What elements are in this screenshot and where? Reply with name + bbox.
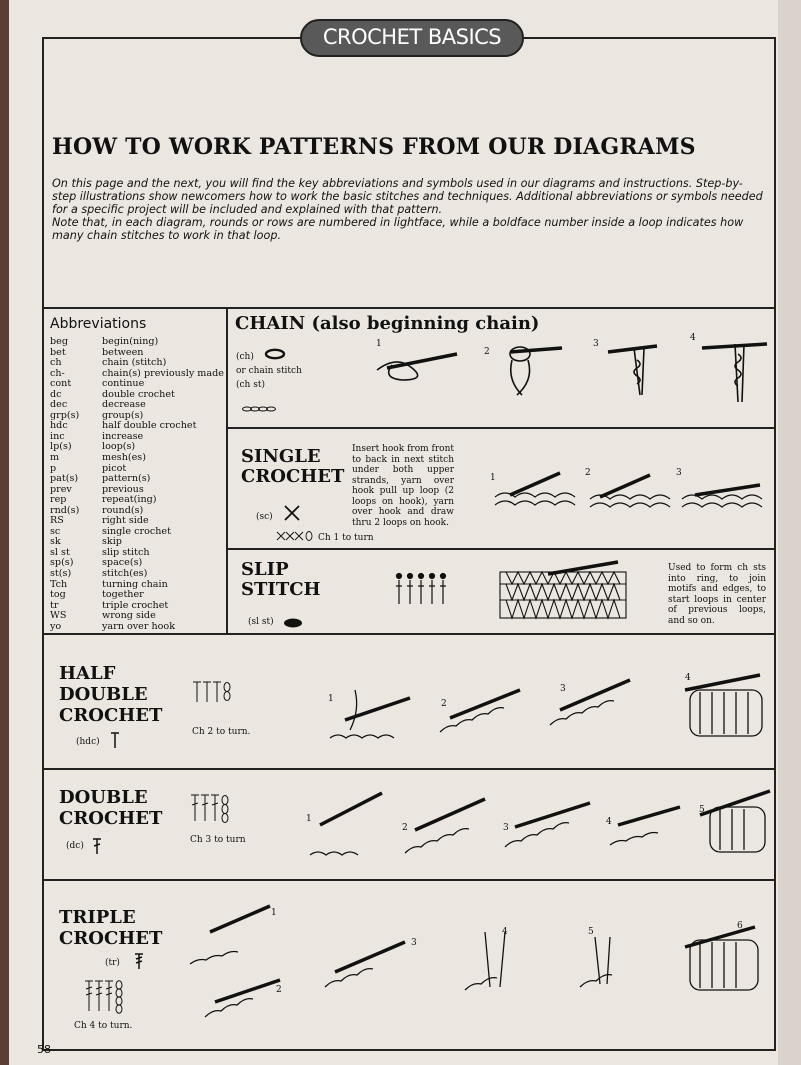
abbreviation-row xyxy=(50,527,222,538)
abbreviation-meaning: together xyxy=(102,589,144,601)
abbreviation-meaning: loop(s) xyxy=(102,441,136,453)
abbreviation-meaning: space(s) xyxy=(102,557,143,569)
chain-step-3: 3 xyxy=(593,339,599,349)
hdc-row-symbol xyxy=(192,680,234,704)
next-page-edge xyxy=(778,0,801,1065)
sc-turn-text: Ch 1 to turn xyxy=(318,533,374,543)
abbreviation-meaning: picot xyxy=(102,462,127,474)
dc-step-1: 1 xyxy=(306,814,312,824)
tr-step-1: 1 xyxy=(271,908,277,918)
sc-row-symbol xyxy=(276,531,314,543)
tr-step-illustrations xyxy=(185,892,770,1032)
abbreviation-key: lp(s) xyxy=(50,441,72,453)
tr-step-2: 2 xyxy=(276,985,282,995)
tr-row-symbol xyxy=(84,979,126,1013)
chain-alt-label: (ch st) xyxy=(236,380,265,390)
chain-step-2: 2 xyxy=(484,347,490,357)
abbreviation-key: pat(s) xyxy=(50,473,79,485)
sc-step-3: 3 xyxy=(676,468,682,478)
page-title: HOW TO WORK PATTERNS FROM OUR DIAGRAMS xyxy=(52,134,696,160)
hdc-turn-text: Ch 2 to turn. xyxy=(192,727,251,737)
slst-description: Used to form ch sts into ring, to join motifs and edges, to start loops in center of previous loops, and so on. xyxy=(668,563,766,626)
abbreviation-key: WS xyxy=(50,610,67,622)
banner-rule-left xyxy=(42,37,302,39)
slst-swatch-illustration xyxy=(498,560,630,622)
divider-abbr xyxy=(226,307,228,634)
abbreviation-meaning: half double crochet xyxy=(102,420,197,432)
abbreviation-meaning: group(s) xyxy=(102,409,144,421)
dc-step-3: 3 xyxy=(503,823,509,833)
abbreviation-key: beg xyxy=(50,336,68,347)
banner-rule-right xyxy=(522,37,776,39)
sc-step-2: 2 xyxy=(585,468,591,478)
divider-slst xyxy=(42,633,776,635)
abbreviation-key: tr xyxy=(50,599,59,611)
chain-step-1: 1 xyxy=(376,339,382,349)
abbreviation-meaning: double crochet xyxy=(102,388,175,400)
divider-hdc xyxy=(42,768,776,770)
abbreviation-meaning: yarn over hook xyxy=(102,620,176,632)
hdc-title-line3: CROCHET xyxy=(59,705,163,726)
abbreviations-heading: Abbreviations xyxy=(50,316,147,332)
abbreviation-meaning: chain(s) previously made xyxy=(102,367,224,379)
abbreviation-meaning: decrease xyxy=(102,399,146,411)
divider-sc xyxy=(226,548,776,550)
abbreviation-row xyxy=(50,453,222,464)
dc-row-symbol xyxy=(190,793,232,823)
hdc-title-line1: HALF xyxy=(59,663,116,684)
dc-symbol xyxy=(92,837,102,855)
sc-title-line2: CROCHET xyxy=(241,466,345,487)
dc-step-4: 4 xyxy=(606,817,612,827)
abbreviation-meaning: pattern(s) xyxy=(102,473,151,485)
tr-step-5: 5 xyxy=(588,927,594,937)
tr-symbol xyxy=(134,952,144,970)
abbreviation-meaning: turning chain xyxy=(102,578,168,590)
dc-title-line2: CROCHET xyxy=(59,808,163,829)
abbreviation-meaning: round(s) xyxy=(102,504,144,516)
slst-diagram xyxy=(395,572,451,606)
sc-description: Insert hook from front to back in next stitch under both upper strands, yarn over hook pull up loop (2 loops on hook), yarn over hook and draw thru 2 loops on hook. xyxy=(352,444,454,528)
abbreviation-meaning: mesh(es) xyxy=(102,452,146,464)
abbreviation-meaning: skip xyxy=(102,536,122,548)
tr-symbol-label: (tr) xyxy=(105,958,120,968)
hdc-step-3: 3 xyxy=(560,684,566,694)
abbreviation-meaning: continue xyxy=(102,378,145,390)
abbreviation-key: hdc xyxy=(50,420,68,432)
abbreviation-meaning: chain (stitch) xyxy=(102,357,167,369)
sc-x-symbol xyxy=(283,504,301,522)
hdc-step-4: 4 xyxy=(685,673,691,683)
dc-title-line1: DOUBLE xyxy=(59,787,148,808)
abbreviation-key: ch- xyxy=(50,367,65,379)
slst-symbol-label: (sl st) xyxy=(248,617,274,627)
abbreviation-key: rnd(s) xyxy=(50,504,80,516)
intro-text xyxy=(52,177,764,242)
chain-step-illustrations xyxy=(372,340,772,415)
abbreviation-row xyxy=(50,622,222,633)
abbreviation-key: cont xyxy=(50,378,72,390)
abbreviation-key: sl st xyxy=(50,546,70,558)
tr-step-4: 4 xyxy=(502,927,508,937)
abbreviation-meaning: wrong side xyxy=(102,610,156,622)
hdc-t-symbol xyxy=(110,731,120,749)
abbreviation-key: sk xyxy=(50,536,61,548)
abbreviation-key: grp(s) xyxy=(50,409,80,421)
abbreviation-meaning: stitch(es) xyxy=(102,568,148,580)
dc-step-2: 2 xyxy=(402,823,408,833)
page-binding-edge xyxy=(0,0,9,1065)
chain-title: CHAIN (also beginning chain) xyxy=(235,313,540,334)
hdc-symbol-label: (hdc) xyxy=(76,737,100,747)
abbreviation-key: dec xyxy=(50,399,68,411)
abbreviation-key: ch xyxy=(50,357,62,369)
tr-title-line2: CROCHET xyxy=(59,928,163,949)
sc-title-line1: SINGLE xyxy=(241,446,321,467)
abbreviation-key: yo xyxy=(50,620,62,632)
divider-dc xyxy=(42,879,776,881)
hdc-step-2: 2 xyxy=(441,699,447,709)
abbreviation-meaning: between xyxy=(102,346,144,358)
abbreviation-row xyxy=(50,337,222,348)
hdc-step-1: 1 xyxy=(328,694,334,704)
tr-step-6: 6 xyxy=(737,921,743,931)
abbreviation-key: inc xyxy=(50,430,65,442)
hdc-step-illustrations xyxy=(325,670,765,750)
abbreviation-meaning: increase xyxy=(102,430,144,442)
page-number: 58 xyxy=(37,1043,51,1056)
abbreviation-meaning: begin(ning) xyxy=(102,336,159,347)
section-banner: CROCHET BASICS xyxy=(300,19,524,57)
abbreviation-meaning: slip stitch xyxy=(102,546,150,558)
abbreviation-key: tog xyxy=(50,589,66,601)
slst-dot-symbol xyxy=(283,617,303,629)
abbreviation-row xyxy=(50,432,222,443)
chain-symbol-label: (ch) xyxy=(236,352,254,362)
abbreviation-meaning: previous xyxy=(102,483,144,495)
abbreviation-key: rep xyxy=(50,494,67,506)
abbreviation-key: p xyxy=(50,462,57,474)
sc-symbol-label: (sc) xyxy=(256,512,273,522)
sc-step-1: 1 xyxy=(490,473,496,483)
abbreviation-key: st(s) xyxy=(50,568,72,580)
abbreviation-meaning: single crochet xyxy=(102,525,171,537)
chain-row-symbol xyxy=(242,404,282,414)
dc-symbol-label: (dc) xyxy=(66,841,84,851)
dc-step-illustrations xyxy=(300,785,770,865)
tr-turn-text: Ch 4 to turn. xyxy=(74,1021,133,1031)
tr-step-3: 3 xyxy=(411,938,417,948)
abbreviation-meaning: repeat(ing) xyxy=(102,494,157,506)
abbreviation-key: sp(s) xyxy=(50,557,74,569)
abbreviation-key: m xyxy=(50,452,60,464)
abbreviation-row xyxy=(50,569,222,580)
abbreviation-key: RS xyxy=(50,515,64,527)
abbreviations-list xyxy=(50,337,222,632)
abbreviation-key: dc xyxy=(50,388,62,400)
abbreviation-meaning: triple crochet xyxy=(102,599,169,611)
tr-title-line1: TRIPLE xyxy=(59,907,136,928)
abbreviation-key: bet xyxy=(50,346,66,358)
slst-title-line1: SLIP xyxy=(241,559,289,580)
abbreviation-meaning: right side xyxy=(102,515,149,527)
chain-step-4: 4 xyxy=(690,333,696,343)
dc-turn-text: Ch 3 to turn xyxy=(190,835,246,845)
sc-step-illustrations xyxy=(490,465,780,520)
divider-chain xyxy=(226,427,776,429)
intro-paragraph-1: On this page and the next, you will find the key abbreviations and symbols used in our diagrams and instructions. Step-by-step illustrations show newcomers how to work the basic stitches and techniques. Additional abbreviations or symbols needed for a specific project will be included and explained with that pattern. xyxy=(52,177,763,216)
intro-paragraph-2: Note that, in each diagram, rounds or rows are numbered in lightface, while a boldface number inside a loop indicates how many chain stitches to work in that loop. xyxy=(52,216,744,242)
divider-top xyxy=(42,307,776,309)
abbreviation-key: prev xyxy=(50,483,72,495)
abbreviation-key: sc xyxy=(50,525,61,537)
chain-oval-symbol xyxy=(264,348,288,360)
hdc-title-line2: DOUBLE xyxy=(59,684,148,705)
chain-or-text: or chain stitch xyxy=(236,366,302,376)
dc-step-5: 5 xyxy=(699,805,705,815)
abbreviation-key: Tch xyxy=(50,578,68,590)
slst-title-line2: STITCH xyxy=(241,579,321,600)
